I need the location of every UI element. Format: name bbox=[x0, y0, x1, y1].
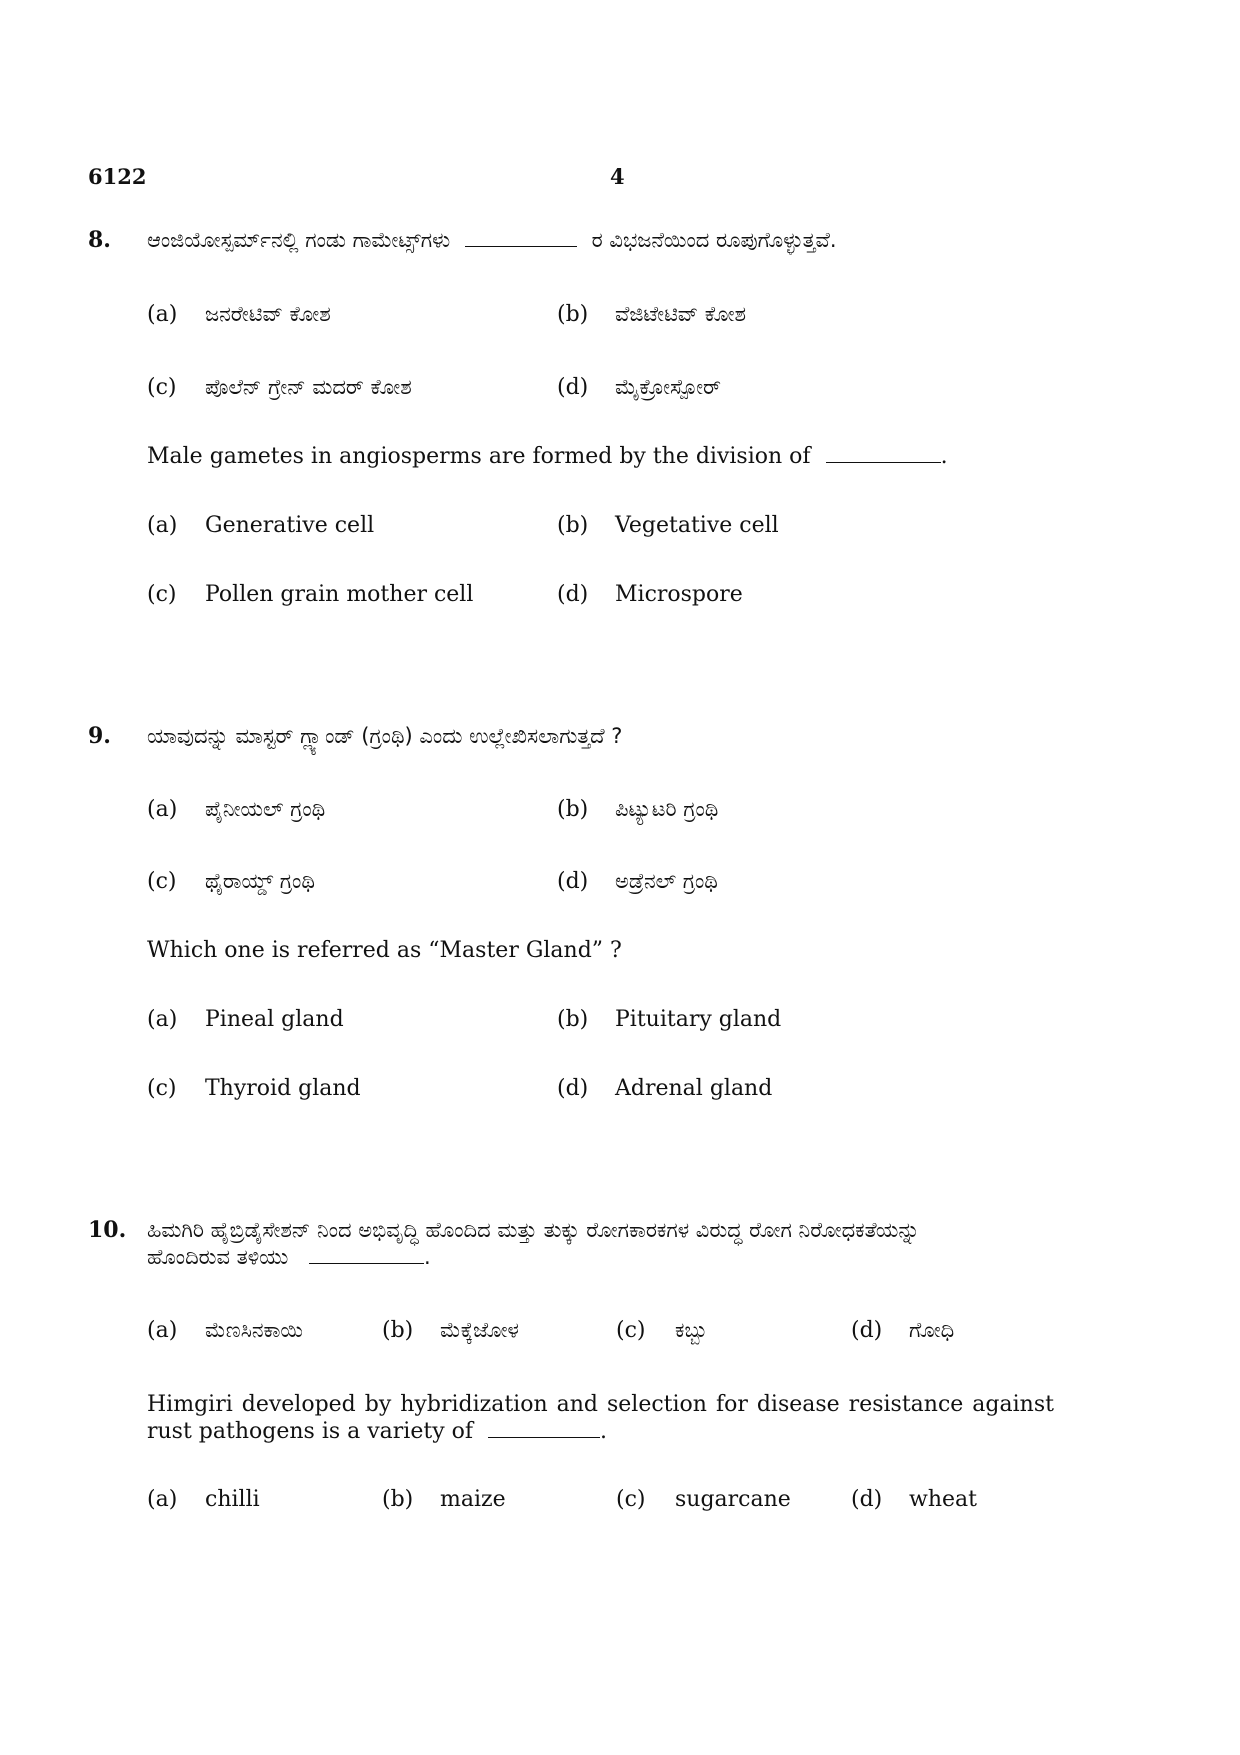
option-text: Microspore bbox=[615, 582, 743, 607]
option-letter: (c) bbox=[147, 869, 177, 894]
option-letter: (c) bbox=[147, 1076, 177, 1101]
answer-blank bbox=[826, 444, 941, 463]
option-letter: (a) bbox=[147, 1318, 178, 1343]
question-8-english-stem bbox=[147, 444, 948, 469]
q10-en-before: rust pathogens is a variety of bbox=[147, 1419, 474, 1444]
option-letter: (b) bbox=[557, 1007, 589, 1032]
option-text: Generative cell bbox=[205, 513, 375, 538]
option-text: ಪೊಲೆನ್ ಗ್ರೇನ್ ಮದರ್ ಕೋಶ bbox=[205, 375, 412, 399]
q10-kn-after: . bbox=[424, 1245, 431, 1269]
option-text: maize bbox=[440, 1487, 506, 1512]
page-number: 4 bbox=[610, 164, 625, 189]
option-text: Pineal gland bbox=[205, 1007, 344, 1032]
option-letter: (c) bbox=[616, 1318, 646, 1343]
option-text: sugarcane bbox=[675, 1487, 791, 1512]
option-text: Adrenal gland bbox=[615, 1076, 773, 1101]
question-10-kannada-line-2 bbox=[147, 1245, 431, 1270]
option-letter: (d) bbox=[557, 375, 589, 400]
option-letter: (b) bbox=[557, 797, 589, 822]
option-text: ಪಿಟ್ಯುಟರಿ ಗ್ರಂಥಿ bbox=[615, 797, 719, 821]
q10-en-after: . bbox=[600, 1419, 608, 1444]
option-text: ಮೆಣಸಿನಕಾಯಿ bbox=[205, 1318, 303, 1342]
option-text: ಗೋಧಿ bbox=[909, 1318, 955, 1342]
option-letter: (a) bbox=[147, 1007, 178, 1032]
option-text: Thyroid gland bbox=[205, 1076, 361, 1101]
paper-code: 6122 bbox=[88, 164, 147, 189]
option-text: ಅಡ್ರೆನಲ್ ಗ್ರಂಥಿ bbox=[615, 869, 718, 893]
question-10-number: 10. bbox=[88, 1217, 127, 1243]
question-8-kannada-stem bbox=[147, 228, 837, 253]
option-letter: (b) bbox=[382, 1318, 414, 1343]
option-text: ಪೈನೀಯಲ್ ಗ್ರಂಥಿ bbox=[205, 797, 326, 821]
option-text: ಜನರೇಟಿವ್ ಕೋಶ bbox=[205, 302, 331, 326]
option-letter: (a) bbox=[147, 302, 178, 327]
option-text: Pituitary gland bbox=[615, 1007, 782, 1032]
option-letter: (c) bbox=[147, 375, 177, 400]
option-letter: (d) bbox=[557, 869, 589, 894]
q10-kn-before: ಹೊಂದಿರುವ ತಳಿಯು bbox=[147, 1245, 289, 1269]
question-10-english-line-2 bbox=[147, 1419, 607, 1444]
answer-blank bbox=[488, 1419, 600, 1438]
option-letter: (d) bbox=[557, 1076, 589, 1101]
option-letter: (a) bbox=[147, 513, 178, 538]
option-text: ಮೆಕ್ಕೆಜೋಳ bbox=[440, 1318, 519, 1342]
option-text: ಥೈರಾಯ್ಡ್ ಗ್ರಂಥಿ bbox=[205, 869, 315, 893]
q8-en-after: . bbox=[940, 444, 948, 469]
option-letter: (c) bbox=[147, 582, 177, 607]
option-letter: (d) bbox=[851, 1487, 883, 1512]
option-text: Pollen grain mother cell bbox=[205, 582, 474, 607]
option-text: chilli bbox=[205, 1487, 260, 1512]
question-10-english-line-1: Himgiri developed by hybridization and selection for disease resistance against bbox=[147, 1392, 1054, 1417]
question-9-kannada-stem: ಯಾವುದನ್ನು ಮಾಸ್ಟರ್ ಗ್ಲ್ಯಾಂಡ್ (ಗ್ರಂಥಿ) ಎಂದು ಉಲ್ಲೇಖಿಸಲಾಗುತ್ತದೆ ? bbox=[147, 724, 623, 748]
q8-kn-after: ರ ವಿಭಜನೆಯಿಂದ ರೂಪುಗೊಳ್ಳುತ್ತವೆ. bbox=[591, 228, 837, 252]
question-9-english-stem: Which one is referred as “Master Gland” ? bbox=[147, 938, 622, 963]
option-letter: (a) bbox=[147, 1487, 178, 1512]
option-letter: (d) bbox=[557, 582, 589, 607]
option-text: ಮೈಕ್ರೋಸ್ಪೋರ್ bbox=[615, 375, 721, 399]
option-text: wheat bbox=[909, 1487, 977, 1512]
q8-en-before: Male gametes in angiosperms are formed by the division of bbox=[147, 444, 811, 469]
option-letter: (b) bbox=[382, 1487, 414, 1512]
option-text: ವೆಜಿಟೇಟಿವ್ ಕೋಶ bbox=[615, 302, 746, 326]
option-letter: (b) bbox=[557, 513, 589, 538]
answer-blank bbox=[465, 228, 577, 247]
question-8-number: 8. bbox=[88, 227, 111, 253]
q8-kn-before: ಆಂಜಿಯೋಸ್ಪರ್ಮ್‌ನಲ್ಲಿ ಗಂಡು ಗಾಮೇಟ್ಸ್‌ಗಳು bbox=[147, 228, 451, 252]
question-10-kannada-line-1: ಹಿಮಗಿರಿ ಹೈಬ್ರಿಡೈಸೇಶನ್ ನಿಂದ ಅಭಿವೃದ್ಧಿ ಹೊಂದಿದ ಮತ್ತು ತುಕ್ಕು ರೋಗಕಾರಕಗಳ ವಿರುದ್ಧ ರೋಗ ನಿರೋಧಕತೆಯನ್ನು bbox=[147, 1218, 920, 1242]
option-letter: (b) bbox=[557, 302, 589, 327]
option-letter: (c) bbox=[616, 1487, 646, 1512]
question-9-number: 9. bbox=[88, 723, 111, 749]
answer-blank bbox=[309, 1245, 424, 1264]
option-letter: (a) bbox=[147, 797, 178, 822]
option-text: Vegetative cell bbox=[615, 513, 779, 538]
option-text: ಕಬ್ಬು bbox=[675, 1318, 708, 1342]
option-letter: (d) bbox=[851, 1318, 883, 1343]
